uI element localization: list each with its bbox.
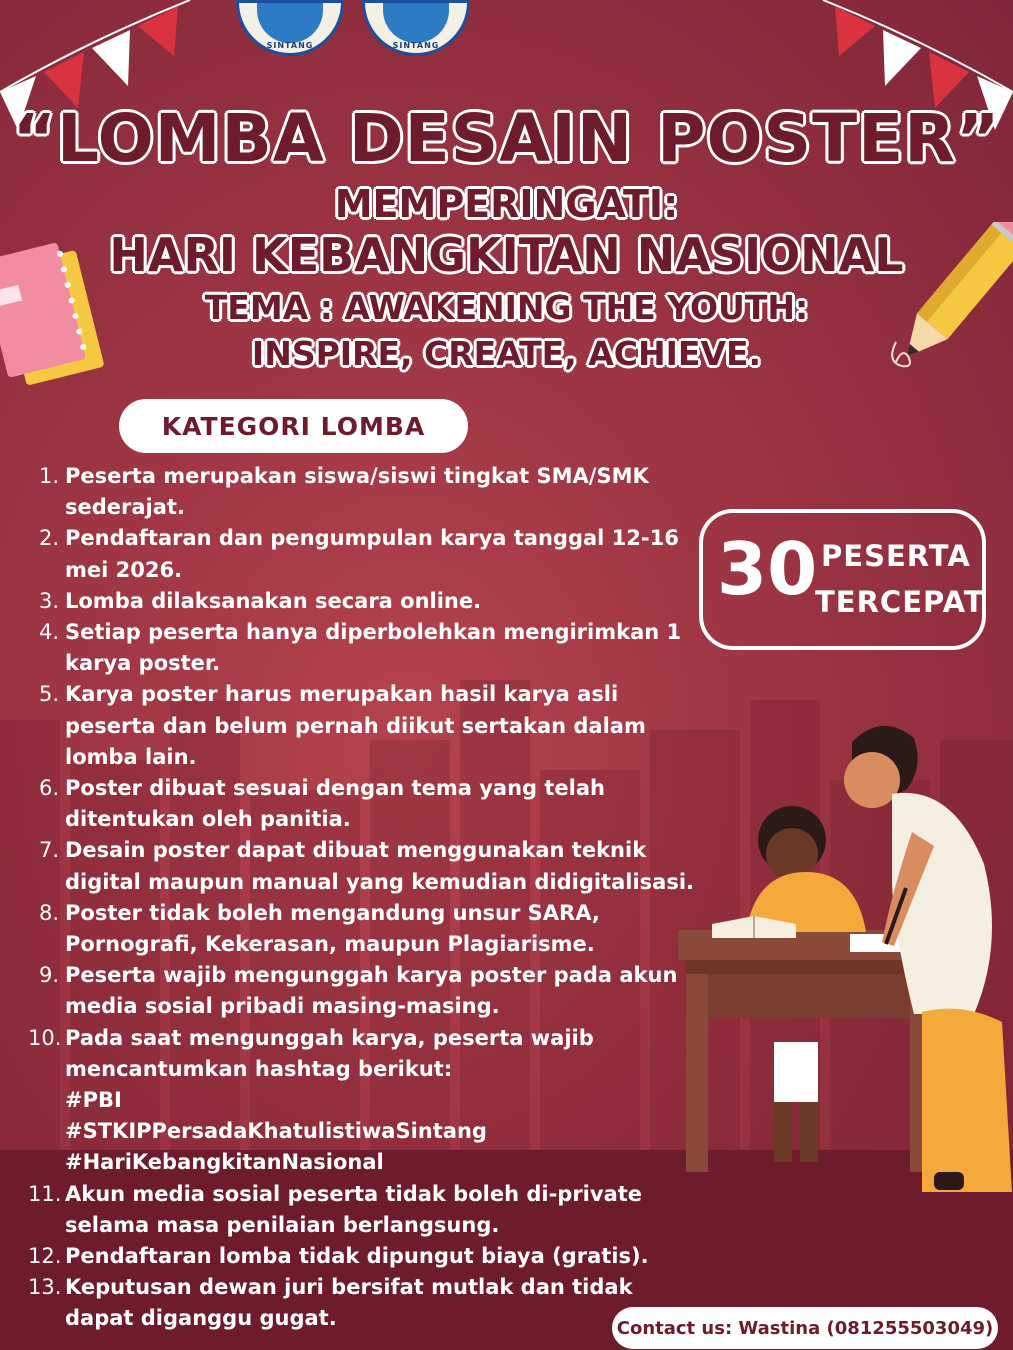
theme-line-1: TEMA : AWAKENING THE YOUTH:	[204, 288, 809, 327]
list-item: 10. Pada saat mengunggah karya, peserta wajib mencantumkan hashtag berikut: #PBI #STKIPPersadaKhatulistiwaSintang #HariKebangkitanNasional	[28, 1023, 698, 1179]
list-item: 5. Karya poster harus merupakan hasil karya asli peserta dan belum pernah diikut sertakan dalam lomba lain.	[38, 682, 646, 769]
badge-line-1: PESERTA	[821, 539, 971, 573]
contact-pill: Contact us: Wastina (081255503049)	[612, 1307, 998, 1349]
list-item: 8. Poster tidak boleh mengandung unsur SARA, Pornografi, Kekerasan, maupun Plagiarisme.	[38, 900, 600, 957]
list-item: 9. Peserta wajib mengunggah karya poster pada akun media sosial pribadi masing-masing.	[38, 963, 678, 1019]
subtitle-commemorating: MEMPERINGATI:	[334, 182, 679, 226]
notebook-icon	[0, 228, 105, 402]
category-label-pill: KATEGORI LOMBA	[119, 399, 468, 453]
list-item: 12. Pendaftaran lomba tidak dipungut biaya (gratis).	[28, 1244, 649, 1269]
theme-line-2: INSPIRE, CREATE, ACHIEVE.	[251, 334, 762, 373]
badge-number: 30	[717, 527, 818, 611]
rules-list	[28, 461, 698, 1335]
subtitle-event: HARI KEBANGKITAN NASIONAL	[109, 228, 904, 282]
english-department-logo-icon: SINTANG	[362, 0, 470, 56]
teacher-student-illustration	[672, 712, 1013, 1204]
list-item: 7. Desain poster dapat dibuat menggunakan teknik digital maupun manual yang kemudian didigitalisasi.	[38, 838, 694, 894]
pencil-icon	[880, 222, 1013, 386]
list-item: 4. Setiap peserta hanya diperbolehkan mengirimkan 1 karya poster.	[38, 620, 682, 676]
list-item: 6. Poster dibuat sesuai dengan tema yang telah ditentukan oleh panitia.	[38, 776, 605, 832]
participant-badge	[699, 509, 986, 650]
main-title: “LOMBA DESAIN POSTER”	[12, 100, 1001, 177]
hashtag-harkitnas: #HariKebangkitanNasional	[65, 1150, 384, 1175]
badge-line-2: TERCEPAT	[815, 585, 985, 619]
list-item: 11. Akun media sosial peserta tidak boleh di-private selama masa penilaian berlangsung.	[28, 1181, 643, 1237]
hashtag-pbi: #PBI	[65, 1088, 122, 1113]
list-item: 13. Keputusan dewan juri bersifat mutlak dan tidak dapat diganggu gugat.	[28, 1275, 633, 1331]
list-item: 3. Lomba dilaksanakan secara online.	[38, 588, 482, 613]
list-item: 2. Pendaftaran dan pengumpulan karya tanggal 12-16 mei 2026.	[38, 526, 679, 582]
school-logo-icon: SINTANG	[236, 0, 344, 56]
list-item: 1. Peserta merupakan siswa/siswi tingkat SMA/SMK sederajat.	[38, 464, 649, 520]
hashtag-stkip: #STKIPPersadaKhatulistiwaSintang	[65, 1119, 487, 1144]
